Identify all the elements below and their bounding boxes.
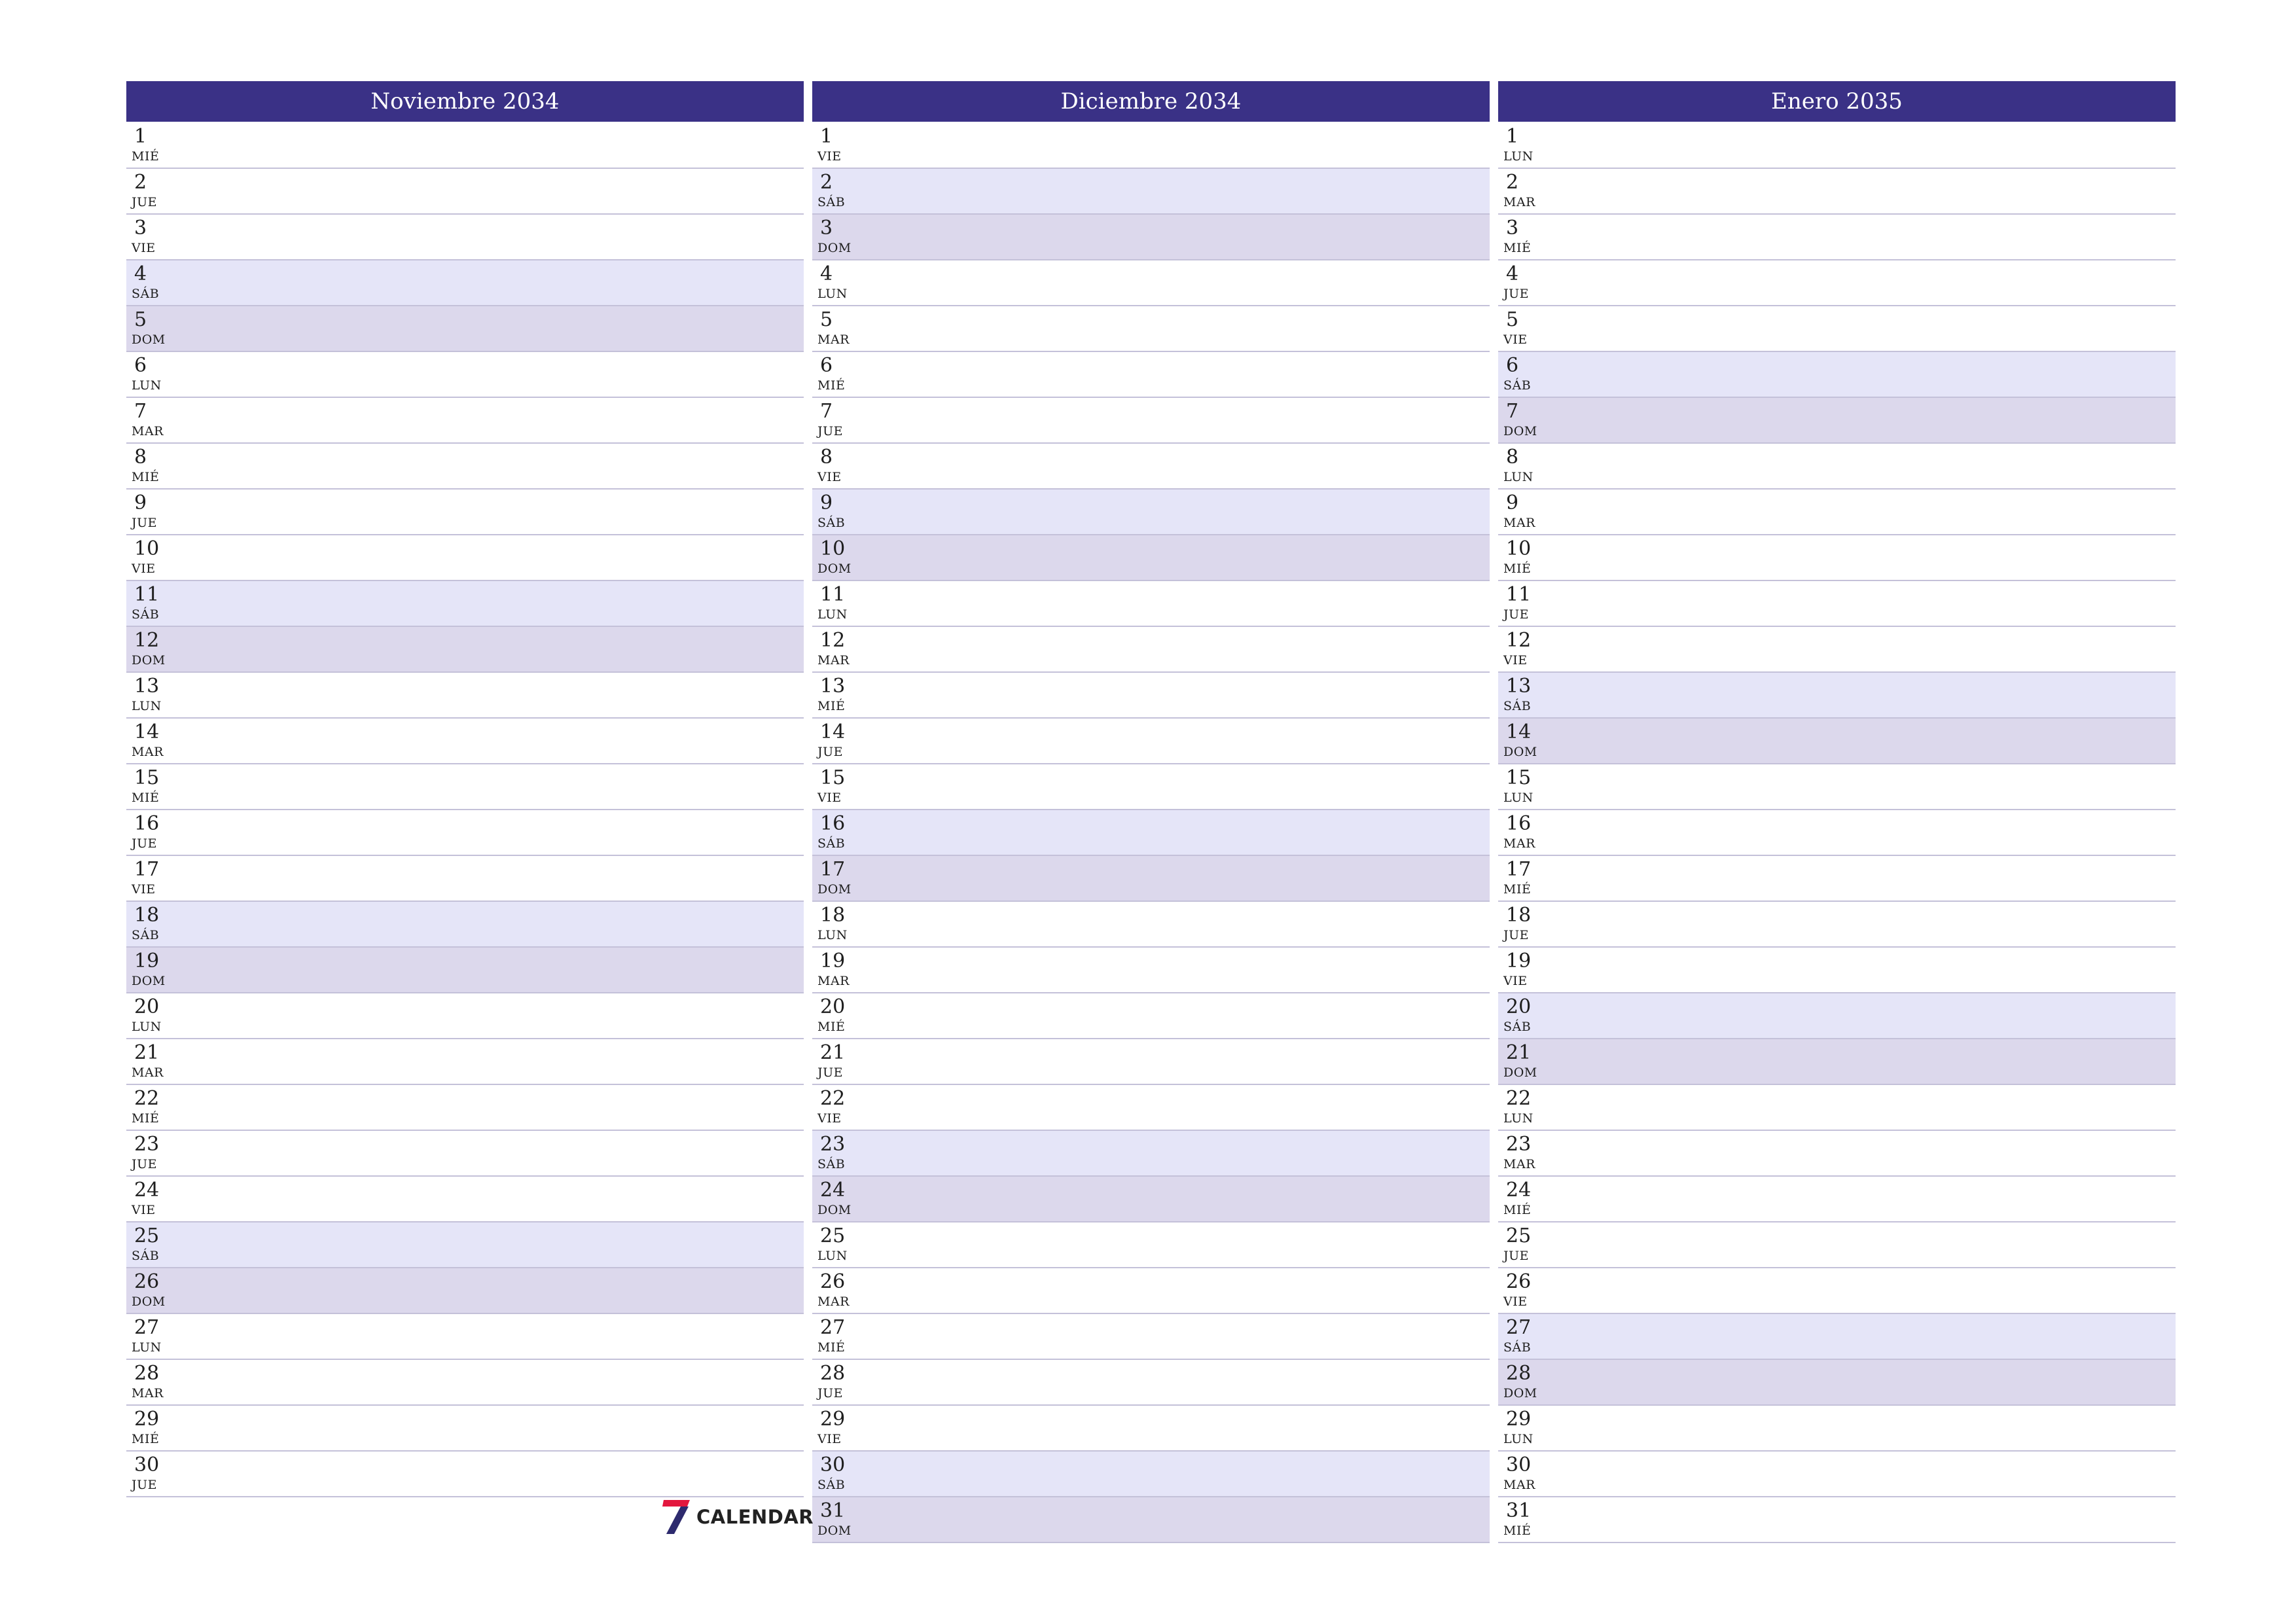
day-number: 7 (820, 400, 833, 423)
day-row (812, 306, 1490, 352)
day-number: 30 (820, 1454, 846, 1476)
month-title: Diciembre 2034 (812, 81, 1490, 122)
month-column (126, 81, 804, 1543)
weekday-label: JUE (132, 195, 157, 209)
weekday-label: LUN (1503, 1111, 1534, 1126)
day-row (812, 1452, 1490, 1497)
day-row (812, 490, 1490, 535)
weekday-label: VIE (817, 791, 842, 805)
day-number: 18 (134, 904, 160, 927)
weekday-label: VIE (1503, 1294, 1528, 1309)
day-row (126, 535, 804, 581)
weekday-label: LUN (817, 287, 848, 301)
day-number: 14 (1506, 721, 1532, 743)
weekday-label: MIÉ (132, 149, 160, 164)
day-number: 3 (134, 217, 147, 240)
day-row (812, 1039, 1490, 1085)
weekday-label: MAR (1503, 516, 1535, 530)
day-number: 29 (134, 1408, 160, 1431)
month-column (812, 81, 1490, 1543)
weekday-label: SÁB (1503, 1020, 1532, 1034)
day-row (126, 398, 804, 444)
weekday-label: DOM (132, 653, 166, 668)
day-number: 18 (820, 904, 846, 927)
day-number: 7 (1506, 400, 1519, 423)
day-number: 23 (1506, 1133, 1532, 1156)
weekday-label: MAR (817, 1294, 850, 1309)
day-number: 19 (820, 950, 846, 972)
day-number: 2 (1506, 171, 1519, 194)
weekday-label: JUE (132, 836, 157, 851)
weekday-label: SÁB (817, 516, 846, 530)
day-number: 23 (820, 1133, 846, 1156)
weekday-label: MAR (817, 332, 850, 347)
day-row (812, 719, 1490, 764)
day-row (812, 627, 1490, 673)
weekday-label: DOM (817, 1203, 852, 1217)
weekday-label: LUN (1503, 791, 1534, 805)
day-row (812, 169, 1490, 215)
day-row (126, 627, 804, 673)
weekday-label: VIE (132, 562, 156, 576)
weekday-label: MAR (132, 424, 164, 438)
day-row (126, 306, 804, 352)
day-row (1498, 306, 2176, 352)
weekday-label: JUE (817, 1065, 843, 1080)
day-number: 3 (820, 217, 833, 240)
weekday-label: MAR (1503, 195, 1535, 209)
weekday-label: MIÉ (1503, 1524, 1532, 1538)
days-list (812, 123, 1490, 1543)
day-row (812, 444, 1490, 490)
calendar-grid (126, 81, 2176, 1543)
day-number: 13 (1506, 675, 1532, 698)
day-number: 8 (1506, 446, 1519, 469)
weekday-label: SÁB (132, 1249, 160, 1263)
day-number: 15 (1506, 766, 1532, 789)
day-row (812, 1222, 1490, 1268)
day-row (1498, 169, 2176, 215)
weekday-label: SÁB (132, 287, 160, 301)
day-number: 9 (1506, 491, 1519, 514)
days-list (1498, 123, 2176, 1543)
day-number: 24 (134, 1179, 160, 1202)
day-row (126, 810, 804, 856)
day-row (126, 581, 804, 627)
day-number: 12 (1506, 629, 1532, 652)
day-number: 28 (820, 1362, 846, 1385)
day-number: 12 (134, 629, 160, 652)
weekday-label: LUN (817, 928, 848, 942)
days-list (126, 123, 804, 1497)
day-row (1498, 1497, 2176, 1543)
day-row (126, 1268, 804, 1314)
day-number: 30 (134, 1454, 160, 1476)
weekday-label: MAR (132, 1065, 164, 1080)
weekday-label: DOM (132, 1294, 166, 1309)
day-row (1498, 535, 2176, 581)
weekday-label: VIE (817, 470, 842, 484)
day-number: 11 (1506, 583, 1532, 606)
day-row (126, 444, 804, 490)
weekday-label: DOM (1503, 1386, 1537, 1400)
weekday-label: SÁB (132, 607, 160, 622)
day-row (1498, 444, 2176, 490)
day-row (126, 260, 804, 306)
day-number: 20 (134, 995, 160, 1018)
day-number: 15 (820, 766, 846, 789)
day-number: 19 (1506, 950, 1532, 972)
day-number: 7 (134, 400, 147, 423)
day-number: 17 (134, 858, 160, 881)
day-number: 21 (820, 1041, 846, 1064)
weekday-label: VIE (132, 241, 156, 255)
day-row (1498, 627, 2176, 673)
day-number: 1 (134, 125, 147, 148)
weekday-label: SÁB (817, 1157, 846, 1171)
weekday-label: JUE (817, 424, 843, 438)
weekday-label: LUN (132, 1340, 162, 1355)
day-number: 20 (820, 995, 846, 1018)
day-number: 1 (1506, 125, 1519, 148)
day-number: 4 (1506, 262, 1519, 285)
day-row (126, 1222, 804, 1268)
day-row (812, 673, 1490, 719)
weekday-label: MIÉ (817, 1340, 846, 1355)
weekday-label: JUE (1503, 928, 1529, 942)
day-row (1498, 856, 2176, 902)
day-number: 8 (820, 446, 833, 469)
day-row (126, 352, 804, 398)
day-row (126, 1131, 804, 1177)
day-row (1498, 902, 2176, 948)
day-number: 4 (134, 262, 147, 285)
day-row (126, 1314, 804, 1360)
day-number: 31 (820, 1499, 846, 1522)
day-number: 17 (1506, 858, 1532, 881)
weekday-label: DOM (1503, 745, 1537, 759)
day-row (1498, 1314, 2176, 1360)
month-column (1498, 81, 2176, 1543)
weekday-label: LUN (132, 699, 162, 713)
day-row (1498, 123, 2176, 169)
day-number: 13 (134, 675, 160, 698)
day-number: 21 (134, 1041, 160, 1064)
day-number: 23 (134, 1133, 160, 1156)
weekday-label: VIE (1503, 974, 1528, 988)
day-number: 3 (1506, 217, 1519, 240)
day-number: 25 (820, 1224, 846, 1247)
day-row (812, 352, 1490, 398)
day-number: 27 (820, 1316, 846, 1339)
day-row (812, 1268, 1490, 1314)
weekday-label: JUE (817, 745, 843, 759)
day-row (126, 902, 804, 948)
day-row (126, 1406, 804, 1452)
weekday-label: MIÉ (132, 791, 160, 805)
weekday-label: DOM (817, 1524, 852, 1538)
day-row (1498, 1360, 2176, 1406)
day-number: 26 (134, 1270, 160, 1293)
day-row (812, 948, 1490, 993)
day-number: 17 (820, 858, 846, 881)
day-row (1498, 673, 2176, 719)
day-row (126, 856, 804, 902)
weekday-label: MIÉ (817, 699, 846, 713)
weekday-label: VIE (132, 1203, 156, 1217)
logo-text: CALENDAR (696, 1506, 814, 1528)
day-number: 5 (134, 308, 147, 331)
day-row (126, 123, 804, 169)
weekday-label: JUE (1503, 607, 1529, 622)
day-number: 11 (820, 583, 846, 606)
weekday-label: VIE (1503, 653, 1528, 668)
day-number: 28 (1506, 1362, 1532, 1385)
weekday-label: SÁB (817, 1478, 846, 1492)
day-row (1498, 1131, 2176, 1177)
weekday-label: JUE (132, 1478, 157, 1492)
day-row (126, 169, 804, 215)
day-row (812, 1085, 1490, 1131)
day-row (812, 1314, 1490, 1360)
day-row (1498, 490, 2176, 535)
day-row (812, 902, 1490, 948)
weekday-label: JUE (132, 516, 157, 530)
day-row (812, 1497, 1490, 1543)
weekday-label: MIÉ (1503, 1203, 1532, 1217)
day-number: 24 (1506, 1179, 1532, 1202)
weekday-label: DOM (132, 332, 166, 347)
day-row (1498, 352, 2176, 398)
day-number: 14 (134, 721, 160, 743)
day-row (1498, 719, 2176, 764)
day-number: 19 (134, 950, 160, 972)
weekday-label: VIE (1503, 332, 1528, 347)
weekday-label: VIE (132, 882, 156, 897)
weekday-label: MAR (817, 653, 850, 668)
day-number: 18 (1506, 904, 1532, 927)
day-row (812, 1406, 1490, 1452)
day-number: 15 (134, 766, 160, 789)
day-row (812, 398, 1490, 444)
day-row (812, 260, 1490, 306)
day-row (812, 1131, 1490, 1177)
day-row (1498, 1177, 2176, 1222)
weekday-label: JUE (1503, 1249, 1529, 1263)
weekday-label: MIÉ (817, 378, 846, 393)
weekday-label: DOM (817, 882, 852, 897)
day-number: 20 (1506, 995, 1532, 1018)
day-row (1498, 948, 2176, 993)
month-title: Noviembre 2034 (126, 81, 804, 122)
day-row (1498, 1406, 2176, 1452)
weekday-label: SÁB (817, 836, 846, 851)
weekday-label: MAR (132, 1386, 164, 1400)
day-number: 21 (1506, 1041, 1532, 1064)
day-row (812, 215, 1490, 260)
day-row (126, 1452, 804, 1497)
day-number: 6 (134, 354, 147, 377)
weekday-label: LUN (817, 607, 848, 622)
day-number: 1 (820, 125, 833, 148)
weekday-label: MAR (132, 745, 164, 759)
day-row (126, 993, 804, 1039)
day-number: 13 (820, 675, 846, 698)
weekday-label: SÁB (1503, 378, 1532, 393)
weekday-label: VIE (817, 149, 842, 164)
day-number: 5 (1506, 308, 1519, 331)
weekday-label: JUE (817, 1386, 843, 1400)
day-row (126, 1177, 804, 1222)
weekday-label: SÁB (132, 928, 160, 942)
day-row (1498, 398, 2176, 444)
weekday-label: MIÉ (1503, 882, 1532, 897)
day-row (126, 490, 804, 535)
weekday-label: LUN (1503, 1432, 1534, 1446)
day-row (812, 581, 1490, 627)
day-number: 30 (1506, 1454, 1532, 1476)
weekday-label: VIE (817, 1432, 842, 1446)
day-number: 24 (820, 1179, 846, 1202)
day-row (1498, 581, 2176, 627)
day-row (1498, 260, 2176, 306)
day-row (812, 1177, 1490, 1222)
day-row (812, 123, 1490, 169)
day-number: 16 (820, 812, 846, 835)
day-number: 16 (1506, 812, 1532, 835)
day-row (1498, 810, 2176, 856)
day-number: 22 (1506, 1087, 1532, 1110)
day-number: 25 (134, 1224, 160, 1247)
day-number: 26 (1506, 1270, 1532, 1293)
month-title: Enero 2035 (1498, 81, 2176, 122)
day-number: 29 (1506, 1408, 1532, 1431)
day-number: 2 (820, 171, 833, 194)
day-number: 4 (820, 262, 833, 285)
weekday-label: MIÉ (1503, 241, 1532, 255)
day-number: 26 (820, 1270, 846, 1293)
day-row (126, 948, 804, 993)
weekday-label: JUE (1503, 287, 1529, 301)
day-row (1498, 993, 2176, 1039)
weekday-label: MIÉ (132, 470, 160, 484)
day-number: 6 (1506, 354, 1519, 377)
seven-logo-icon (661, 1499, 691, 1535)
day-number: 10 (1506, 537, 1532, 560)
day-number: 11 (134, 583, 160, 606)
weekday-label: DOM (1503, 1065, 1537, 1080)
day-row (126, 1360, 804, 1406)
brand-logo (661, 1499, 814, 1535)
day-row (126, 673, 804, 719)
weekday-label: MAR (1503, 836, 1535, 851)
day-row (126, 764, 804, 810)
weekday-label: MAR (817, 974, 850, 988)
weekday-label: SÁB (1503, 699, 1532, 713)
day-row (812, 993, 1490, 1039)
weekday-label: LUN (817, 1249, 848, 1263)
day-row (1498, 215, 2176, 260)
weekday-label: DOM (817, 241, 852, 255)
day-row (812, 856, 1490, 902)
day-row (126, 1039, 804, 1085)
weekday-label: MAR (1503, 1478, 1535, 1492)
day-number: 27 (134, 1316, 160, 1339)
weekday-label: DOM (1503, 424, 1537, 438)
day-number: 10 (134, 537, 160, 560)
day-row (1498, 1039, 2176, 1085)
day-row (126, 719, 804, 764)
day-number: 31 (1506, 1499, 1532, 1522)
day-row (1498, 764, 2176, 810)
weekday-label: MIÉ (132, 1432, 160, 1446)
weekday-label: DOM (132, 974, 166, 988)
day-row (1498, 1222, 2176, 1268)
weekday-label: SÁB (1503, 1340, 1532, 1355)
weekday-label: DOM (817, 562, 852, 576)
day-row (1498, 1452, 2176, 1497)
weekday-label: MIÉ (132, 1111, 160, 1126)
day-number: 27 (1506, 1316, 1532, 1339)
day-number: 10 (820, 537, 846, 560)
day-row (812, 1360, 1490, 1406)
day-row (126, 1085, 804, 1131)
weekday-label: LUN (1503, 470, 1534, 484)
day-number: 9 (820, 491, 833, 514)
day-number: 28 (134, 1362, 160, 1385)
day-row (812, 810, 1490, 856)
weekday-label: LUN (132, 378, 162, 393)
day-number: 29 (820, 1408, 846, 1431)
weekday-label: MIÉ (1503, 562, 1532, 576)
day-number: 9 (134, 491, 147, 514)
day-row (812, 764, 1490, 810)
day-number: 5 (820, 308, 833, 331)
day-number: 14 (820, 721, 846, 743)
day-number: 16 (134, 812, 160, 835)
day-number: 6 (820, 354, 833, 377)
day-number: 25 (1506, 1224, 1532, 1247)
weekday-label: LUN (1503, 149, 1534, 164)
weekday-label: SÁB (817, 195, 846, 209)
day-number: 8 (134, 446, 147, 469)
weekday-label: LUN (132, 1020, 162, 1034)
day-row (126, 215, 804, 260)
day-row (812, 535, 1490, 581)
day-number: 22 (134, 1087, 160, 1110)
weekday-label: MIÉ (817, 1020, 846, 1034)
day-row (1498, 1268, 2176, 1314)
day-row (1498, 1085, 2176, 1131)
day-number: 2 (134, 171, 147, 194)
day-number: 12 (820, 629, 846, 652)
weekday-label: MAR (1503, 1157, 1535, 1171)
weekday-label: JUE (132, 1157, 157, 1171)
day-number: 22 (820, 1087, 846, 1110)
weekday-label: VIE (817, 1111, 842, 1126)
